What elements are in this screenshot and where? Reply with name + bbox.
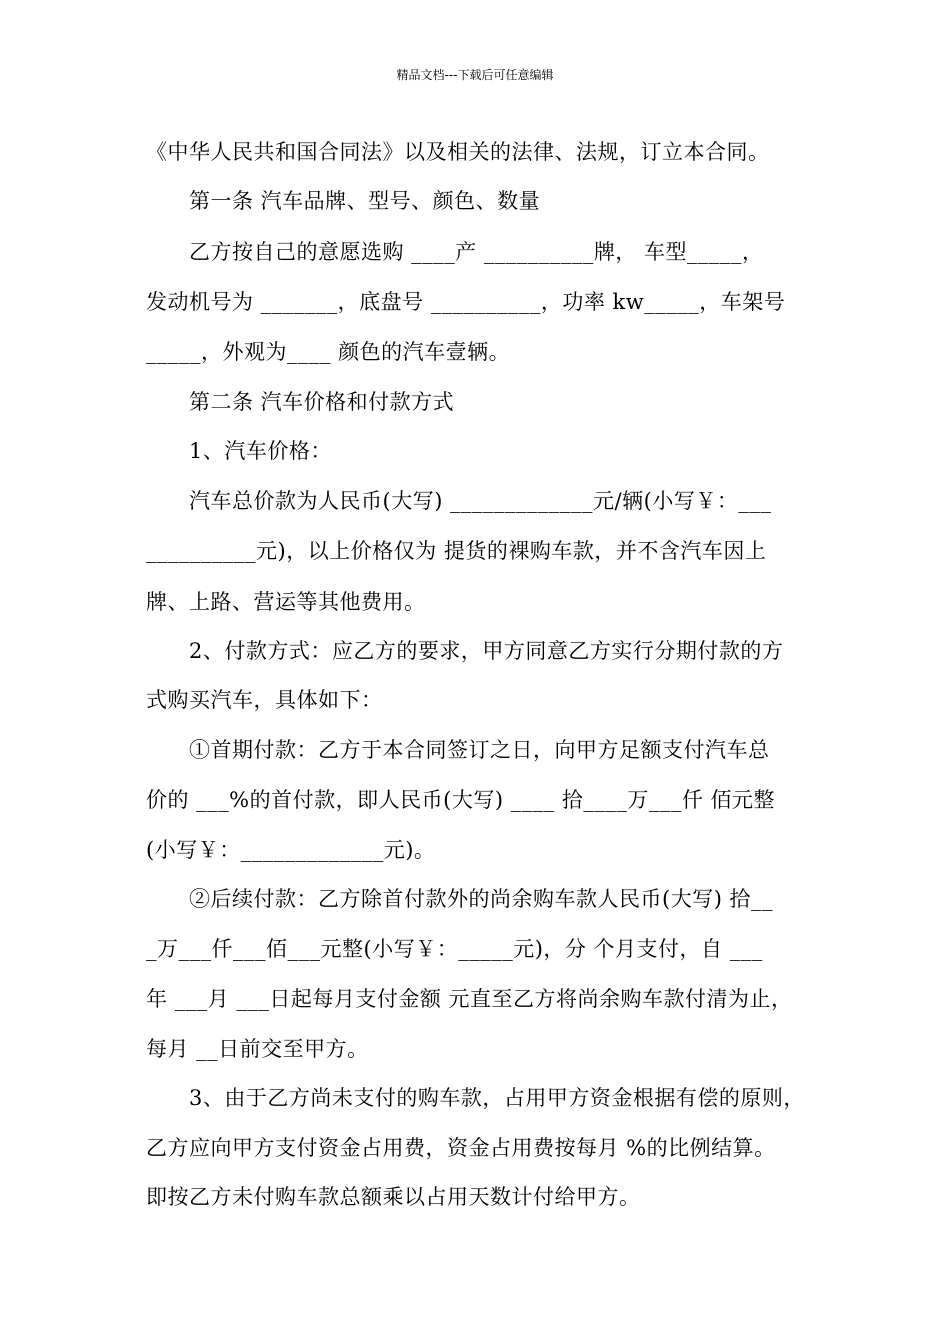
paragraph-line: 牌、上路、营运等其他费用。 — [146, 590, 426, 614]
paragraph-line: (小写￥：_____________元)。 — [146, 838, 436, 862]
paragraph-line: 《中华人民共和国合同法》以及相关的法律、法规，订立本合同。 — [146, 140, 770, 164]
paragraph-line: 式购买汽车，具体如下： — [146, 688, 383, 712]
paragraph-line: ②后续付款：乙方除首付款外的尚余购车款人民币(大写) 拾__ — [189, 887, 774, 911]
section-heading: 第一条 汽车品牌、型号、颜色、数量 — [189, 189, 541, 213]
paragraph-line: 3、由于乙方尚未支付的购车款，占用甲方资金根据有偿的原则， — [189, 1086, 805, 1110]
paragraph-line: 每月 __日前交至甲方。 — [146, 1037, 369, 1061]
paragraph-line: 即按乙方未付购车款总额乘以占用天数计付给甲方。 — [146, 1185, 641, 1209]
paragraph-line: 价的 ___%的首付款，即人民币(大写) ____ 拾____万___仟 佰元整 — [146, 788, 776, 812]
paragraph-line: 乙方应向甲方支付资金占用费，资金占用费按每月 %的比例结算。 — [146, 1136, 776, 1160]
paragraph-line: ①首期付款：乙方于本合同签订之日，向甲方足额支付汽车总 — [189, 738, 770, 762]
paragraph-line: 年 ___月 ___日起每月支付金额 元直至乙方将尚余购车款付清为止， — [146, 987, 793, 1011]
paragraph-line: __________元)，以上价格仅为 提货的裸购车款，并不含汽车因上 — [146, 539, 767, 563]
paragraph-line: 汽车总价款为人民币(大写) _____________元/辆(小写￥：___ — [189, 489, 772, 513]
paragraph-line: 乙方按自己的意愿选购 ____产 __________牌， 车型_____， — [189, 240, 764, 264]
paragraph-line: _万___仟___佰___元整(小写￥：_____元)，分 个月支付，自 ___ — [146, 937, 763, 961]
page-header: 精品文档---下载后可任意编辑 — [396, 68, 554, 82]
paragraph-line: _____，外观为____ 颜色的汽车壹辆。 — [146, 340, 511, 364]
paragraph-line: 发动机号为 _______，底盘号 __________，功率 kw_____，车架号 — [146, 290, 786, 314]
paragraph-line: 2、付款方式：应乙方的要求，甲方同意乙方实行分期付款的方 — [189, 639, 784, 663]
subsection-heading: 1、汽车价格： — [189, 439, 332, 463]
section-heading: 第二条 汽车价格和付款方式 — [189, 390, 455, 414]
